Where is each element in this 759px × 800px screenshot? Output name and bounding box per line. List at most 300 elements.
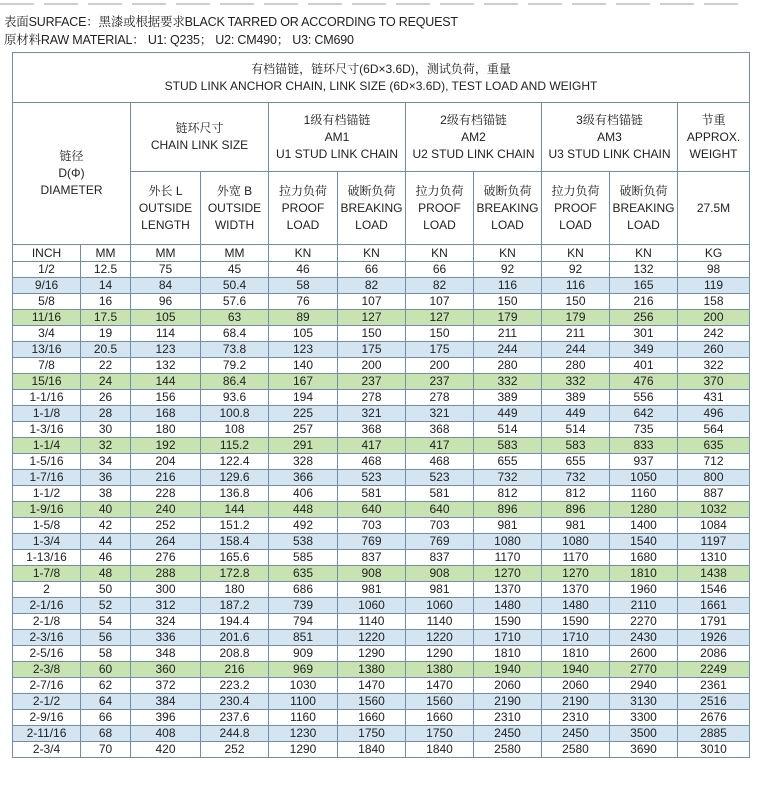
table-cell: 82 (338, 278, 406, 294)
table-cell: 1220 (338, 630, 406, 646)
grade-u1-cn: 1级有档锚链 (303, 112, 371, 127)
table-cell: 1480 (542, 598, 610, 614)
table-cell: 523 (338, 470, 406, 486)
table-cell: 396 (131, 710, 201, 726)
table-cell: 735 (610, 422, 678, 438)
surface-note: 表面SURFACE：黑漆或根据要求BLACK TARRED OR ACCORDING TO REQUEST (4, 15, 458, 29)
table-cell: 1-5/16 (13, 454, 81, 470)
table-cell: 1960 (610, 582, 678, 598)
table-cell: 1-1/2 (13, 486, 81, 502)
table-cell: 301 (610, 326, 678, 342)
grade-u3-en: U3 STUD LINK CHAIN (548, 146, 671, 161)
table-cell: 204 (131, 454, 201, 470)
table-cell: 909 (269, 646, 338, 662)
table-cell: 2110 (610, 598, 678, 614)
table-cell: 449 (542, 406, 610, 422)
table-cell: 401 (610, 358, 678, 374)
table-cell: 1-5/8 (13, 518, 81, 534)
table-cell: 1750 (338, 726, 406, 742)
u1-proof-header (269, 172, 338, 245)
link-size-header-cn: 链环尺寸 (175, 121, 224, 135)
table-cell: 86.4 (201, 374, 269, 390)
width-header-en2: WIDTH (214, 217, 255, 232)
table-cell: 122.4 (201, 454, 269, 470)
grade-u3-cn: 3级有档锚链 (576, 112, 643, 127)
table-cell: 372 (131, 678, 201, 694)
table-cell: 9/16 (13, 278, 81, 294)
table-cell: 150 (474, 294, 542, 310)
table-cell: 896 (474, 502, 542, 518)
table-cell: 242 (678, 326, 750, 342)
u3-breaking-en1: BREAKING (612, 200, 675, 215)
table-cell: 583 (542, 438, 610, 454)
table-cell: 468 (338, 454, 406, 470)
table-cell: 1170 (542, 550, 610, 566)
table-cell: 1220 (406, 630, 474, 646)
table-cell: 635 (678, 438, 750, 454)
unit-cell: MM (81, 245, 131, 262)
table-row (13, 422, 750, 438)
table-row (13, 534, 750, 550)
table-cell: 60 (81, 662, 131, 678)
table-cell: 2-1/8 (13, 614, 81, 630)
u1-proof-en2: LOAD (286, 217, 320, 232)
table-cell: 739 (269, 598, 338, 614)
table-cell: 20.5 (81, 342, 131, 358)
table-cell: 264 (131, 534, 201, 550)
chain-spec-table (12, 52, 750, 758)
table-cell: 26 (81, 390, 131, 406)
table-cell: 225 (269, 406, 338, 422)
table-cell: 200 (678, 310, 750, 326)
table-cell: 2060 (542, 678, 610, 694)
table-cell: 981 (474, 518, 542, 534)
table-row (13, 646, 750, 662)
table-cell: 794 (269, 614, 338, 630)
table-cell: 92 (474, 262, 542, 278)
table-cell: 1-7/16 (13, 470, 81, 486)
diameter-header-cn: 链径 (59, 149, 84, 163)
table-cell: 496 (678, 406, 750, 422)
table-row (13, 374, 750, 390)
table-cell: 240 (131, 502, 201, 518)
length-header-cn: 外长 L (148, 183, 183, 198)
table-cell: 1470 (338, 678, 406, 694)
table-cell: 156 (131, 390, 201, 406)
table-cell: 172.8 (201, 566, 269, 582)
table-row (13, 710, 750, 726)
table-cell: 812 (474, 486, 542, 502)
table-cell: 17.5 (81, 310, 131, 326)
table-row (13, 278, 750, 294)
table-cell: 42 (81, 518, 131, 534)
table-cell: 1546 (678, 582, 750, 598)
table-cell: 100.8 (201, 406, 269, 422)
u3-proof-en1: PROOF (554, 200, 597, 215)
table-cell: 200 (406, 358, 474, 374)
table-cell: 812 (542, 486, 610, 502)
table-cell: 981 (406, 582, 474, 598)
table-cell: 514 (474, 422, 542, 438)
table-cell: 981 (338, 582, 406, 598)
table-cell: 1080 (474, 534, 542, 550)
table-cell: 1080 (542, 534, 610, 550)
table-cell: 328 (269, 454, 338, 470)
weight-unit-length: 27.5M (678, 172, 750, 245)
table-cell: 887 (678, 486, 750, 502)
table-cell: 14 (81, 278, 131, 294)
table-cell: 32 (81, 438, 131, 454)
u1-breaking-header (338, 172, 406, 245)
table-cell: 1791 (678, 614, 750, 630)
table-cell: 635 (269, 566, 338, 582)
table-cell: 144 (131, 374, 201, 390)
table-cell: 150 (542, 294, 610, 310)
top-dashed-divider (0, 3, 759, 6)
u2-breaking-header (474, 172, 542, 245)
table-cell: 655 (542, 454, 610, 470)
grade-u2-header (406, 103, 542, 172)
table-cell: 180 (131, 422, 201, 438)
table-cell: 1660 (406, 710, 474, 726)
u2-breaking-en1: BREAKING (476, 200, 539, 215)
table-cell: 1290 (338, 646, 406, 662)
table-cell: 322 (678, 358, 750, 374)
diameter-header (13, 103, 131, 245)
table-cell: 260 (678, 342, 750, 358)
table-cell: 108 (201, 422, 269, 438)
table-cell: 115.2 (201, 438, 269, 454)
table-row (13, 470, 750, 486)
table-cell: 54 (81, 614, 131, 630)
table-cell: 1-3/4 (13, 534, 81, 550)
u2-proof-en1: PROOF (418, 200, 461, 215)
table-cell: 92 (542, 262, 610, 278)
table-cell: 276 (131, 550, 201, 566)
table-cell: 179 (542, 310, 610, 326)
u3-breaking-en2: LOAD (627, 217, 660, 232)
table-cell: 1060 (338, 598, 406, 614)
table-cell: 896 (542, 502, 610, 518)
table-cell: 66 (338, 262, 406, 278)
table-cell: 1710 (542, 630, 610, 646)
table-cell: 1560 (406, 694, 474, 710)
table-cell: 1560 (338, 694, 406, 710)
link-size-header (131, 103, 269, 172)
table-cell: 449 (474, 406, 542, 422)
table-cell: 89 (269, 310, 338, 326)
table-cell: 523 (406, 470, 474, 486)
table-cell: 140 (269, 358, 338, 374)
table-cell: 40 (81, 502, 131, 518)
table-cell: 1810 (474, 646, 542, 662)
table-cell: 127 (338, 310, 406, 326)
table-cell: 144 (201, 502, 269, 518)
table-row (13, 390, 750, 406)
table-cell: 581 (406, 486, 474, 502)
grade-u1-code: AM1 (324, 129, 350, 144)
table-cell: 98 (678, 262, 750, 278)
table-cell: 1084 (678, 518, 750, 534)
table-title-en: STUD LINK ANCHOR CHAIN, LINK SIZE (6D×3.6D), TEST LOAD AND WEIGHT (164, 78, 598, 93)
table-cell: 2060 (474, 678, 542, 694)
table-cell: 3010 (678, 742, 750, 758)
table-cell: 2940 (610, 678, 678, 694)
table-cell: 368 (338, 422, 406, 438)
table-row (13, 598, 750, 614)
table-cell: 1-13/16 (13, 550, 81, 566)
table-row (13, 614, 750, 630)
table-cell: 179 (474, 310, 542, 326)
table-cell: 62 (81, 678, 131, 694)
table-cell: 332 (542, 374, 610, 390)
table-cell: 45 (201, 262, 269, 278)
table-row (13, 358, 750, 374)
table-cell: 50.4 (201, 278, 269, 294)
table-cell: 2361 (678, 678, 750, 694)
table-cell: 538 (269, 534, 338, 550)
table-cell: 201.6 (201, 630, 269, 646)
table-cell: 583 (474, 438, 542, 454)
table-cell: 15/16 (13, 374, 81, 390)
table-cell: 58 (269, 278, 338, 294)
table-cell: 1370 (474, 582, 542, 598)
table-cell: 82 (406, 278, 474, 294)
table-cell: 2-3/4 (13, 742, 81, 758)
table-row (13, 630, 750, 646)
table-cell: 420 (131, 742, 201, 758)
table-cell: 2450 (542, 726, 610, 742)
table-cell: 3500 (610, 726, 678, 742)
table-cell: 116 (542, 278, 610, 294)
table-cell: 2516 (678, 694, 750, 710)
table-cell: 468 (406, 454, 474, 470)
table-cell: 136.8 (201, 486, 269, 502)
u1-proof-en1: PROOF (281, 200, 325, 215)
u1-breaking-en1: BREAKING (340, 200, 403, 215)
table-cell: 732 (474, 470, 542, 486)
table-cell: 2600 (610, 646, 678, 662)
u2-proof-cn: 拉力负荷 (415, 183, 464, 198)
table-cell: 46 (81, 550, 131, 566)
link-size-header-en: CHAIN LINK SIZE (150, 138, 249, 152)
table-cell: 1100 (269, 694, 338, 710)
raw-material-note: 原材料RAW MATERIAL： U1: Q235； U2: CM490； U3: CM690 (4, 33, 354, 47)
table-cell: 63 (201, 310, 269, 326)
table-cell: 1050 (610, 470, 678, 486)
table-cell: 2-11/16 (13, 726, 81, 742)
table-cell: 167 (269, 374, 338, 390)
table-cell: 366 (269, 470, 338, 486)
unit-cell: KN (610, 245, 678, 262)
table-cell: 1438 (678, 566, 750, 582)
unit-cell: KN (338, 245, 406, 262)
table-row (13, 518, 750, 534)
table-title-cn: 有档锚链，链环尺寸(6D×3.6D)，测试负荷，重量 (251, 61, 511, 76)
table-cell: 180 (201, 582, 269, 598)
table-cell: 216 (201, 662, 269, 678)
table-cell: 640 (406, 502, 474, 518)
table-cell: 211 (542, 326, 610, 342)
table-cell: 349 (610, 342, 678, 358)
table-title (13, 53, 750, 103)
table-cell: 228 (131, 486, 201, 502)
table-cell: 257 (269, 422, 338, 438)
table-cell: 1380 (338, 662, 406, 678)
table-cell: 1370 (542, 582, 610, 598)
table-cell: 908 (338, 566, 406, 582)
table-cell: 389 (542, 390, 610, 406)
table-cell: 1160 (610, 486, 678, 502)
grade-u3-code: AM3 (597, 129, 622, 144)
table-cell: 800 (678, 470, 750, 486)
table-cell: 1926 (678, 630, 750, 646)
u3-proof-cn: 拉力负荷 (551, 183, 600, 198)
u3-breaking-cn: 破断负荷 (619, 183, 668, 198)
table-cell: 1/2 (13, 262, 81, 278)
u1-proof-cn: 拉力负荷 (278, 183, 327, 198)
table-cell: 2-1/2 (13, 694, 81, 710)
table-cell: 1-1/4 (13, 438, 81, 454)
unit-cell: KN (542, 245, 610, 262)
table-cell: 1590 (542, 614, 610, 630)
grade-u1-en: U1 STUD LINK CHAIN (275, 146, 399, 161)
u1-breaking-en2: LOAD (355, 217, 388, 232)
table-cell: 1280 (610, 502, 678, 518)
table-cell: 244 (542, 342, 610, 358)
grade-u2-code: AM2 (461, 129, 486, 144)
table-cell: 1680 (610, 550, 678, 566)
table-row (13, 406, 750, 422)
grade-u3-header (542, 103, 678, 172)
table-cell: 165 (610, 278, 678, 294)
table-cell: 96 (131, 294, 201, 310)
table-cell: 370 (678, 374, 750, 390)
table-cell: 127 (406, 310, 474, 326)
table-cell: 3300 (610, 710, 678, 726)
u3-proof-en2: LOAD (559, 217, 592, 232)
table-row (13, 566, 750, 582)
table-cell: 3690 (610, 742, 678, 758)
table-cell: 492 (269, 518, 338, 534)
table-cell: 119 (678, 278, 750, 294)
table-cell: 1060 (406, 598, 474, 614)
table-cell: 132 (131, 358, 201, 374)
table-cell: 150 (406, 326, 474, 342)
table-cell: 1270 (542, 566, 610, 582)
table-cell: 194 (269, 390, 338, 406)
table-cell: 93.6 (201, 390, 269, 406)
length-header-en2: LENGTH (141, 217, 190, 232)
table-body (13, 262, 750, 758)
table-cell: 194.4 (201, 614, 269, 630)
table-cell: 2580 (474, 742, 542, 758)
table-cell: 1750 (406, 726, 474, 742)
table-cell: 237.6 (201, 710, 269, 726)
table-cell: 73.8 (201, 342, 269, 358)
table-cell: 1160 (269, 710, 338, 726)
table-cell: 278 (338, 390, 406, 406)
table-cell: 107 (338, 294, 406, 310)
table-row (13, 502, 750, 518)
table-cell: 1470 (406, 678, 474, 694)
table-cell: 64 (81, 694, 131, 710)
width-header (201, 172, 269, 245)
table-cell: 3130 (610, 694, 678, 710)
table-cell: 68.4 (201, 326, 269, 342)
table-cell: 833 (610, 438, 678, 454)
table-cell: 22 (81, 358, 131, 374)
u2-breaking-cn: 破断负荷 (483, 183, 532, 198)
table-row (13, 326, 750, 342)
table-cell: 556 (610, 390, 678, 406)
table-row (13, 678, 750, 694)
table-cell: 908 (406, 566, 474, 582)
table-cell: 24 (81, 374, 131, 390)
weight-header-en1: APPROX. (686, 129, 741, 144)
table-row (13, 742, 750, 758)
table-cell: 165.6 (201, 550, 269, 566)
table-cell: 129.6 (201, 470, 269, 486)
table-cell: 46 (269, 262, 338, 278)
table-row (13, 662, 750, 678)
table-cell: 1290 (406, 646, 474, 662)
table-cell: 107 (406, 294, 474, 310)
table-cell: 712 (678, 454, 750, 470)
table-cell: 79.2 (201, 358, 269, 374)
table-cell: 1290 (269, 742, 338, 758)
grade-u2-cn: 2级有档锚链 (440, 112, 507, 127)
table-cell: 216 (131, 470, 201, 486)
table-cell: 66 (81, 710, 131, 726)
table-cell: 1540 (610, 534, 678, 550)
table-cell: 389 (474, 390, 542, 406)
table-cell: 2270 (610, 614, 678, 630)
table-cell: 2770 (610, 662, 678, 678)
table-cell: 448 (269, 502, 338, 518)
table-cell: 321 (406, 406, 474, 422)
table-cell: 252 (201, 742, 269, 758)
table-row (13, 438, 750, 454)
table-cell: 2430 (610, 630, 678, 646)
table-cell: 19 (81, 326, 131, 342)
table-row (13, 550, 750, 566)
table-row (13, 262, 750, 278)
table-cell: 476 (610, 374, 678, 390)
table-row (13, 486, 750, 502)
table-cell: 105 (269, 326, 338, 342)
table-row (13, 582, 750, 598)
table-cell: 70 (81, 742, 131, 758)
table-cell: 252 (131, 518, 201, 534)
table-cell: 28 (81, 406, 131, 422)
table-cell: 57.6 (201, 294, 269, 310)
table-cell: 2086 (678, 646, 750, 662)
table-cell: 384 (131, 694, 201, 710)
table-cell: 837 (338, 550, 406, 566)
table-cell: 1710 (474, 630, 542, 646)
u3-proof-header (542, 172, 610, 245)
table-cell: 7/8 (13, 358, 81, 374)
table-cell: 123 (131, 342, 201, 358)
table-cell: 58 (81, 646, 131, 662)
table-cell: 655 (474, 454, 542, 470)
table-cell: 76 (269, 294, 338, 310)
table-cell: 564 (678, 422, 750, 438)
table-cell: 851 (269, 630, 338, 646)
table-cell: 769 (338, 534, 406, 550)
unit-cell: KN (269, 245, 338, 262)
